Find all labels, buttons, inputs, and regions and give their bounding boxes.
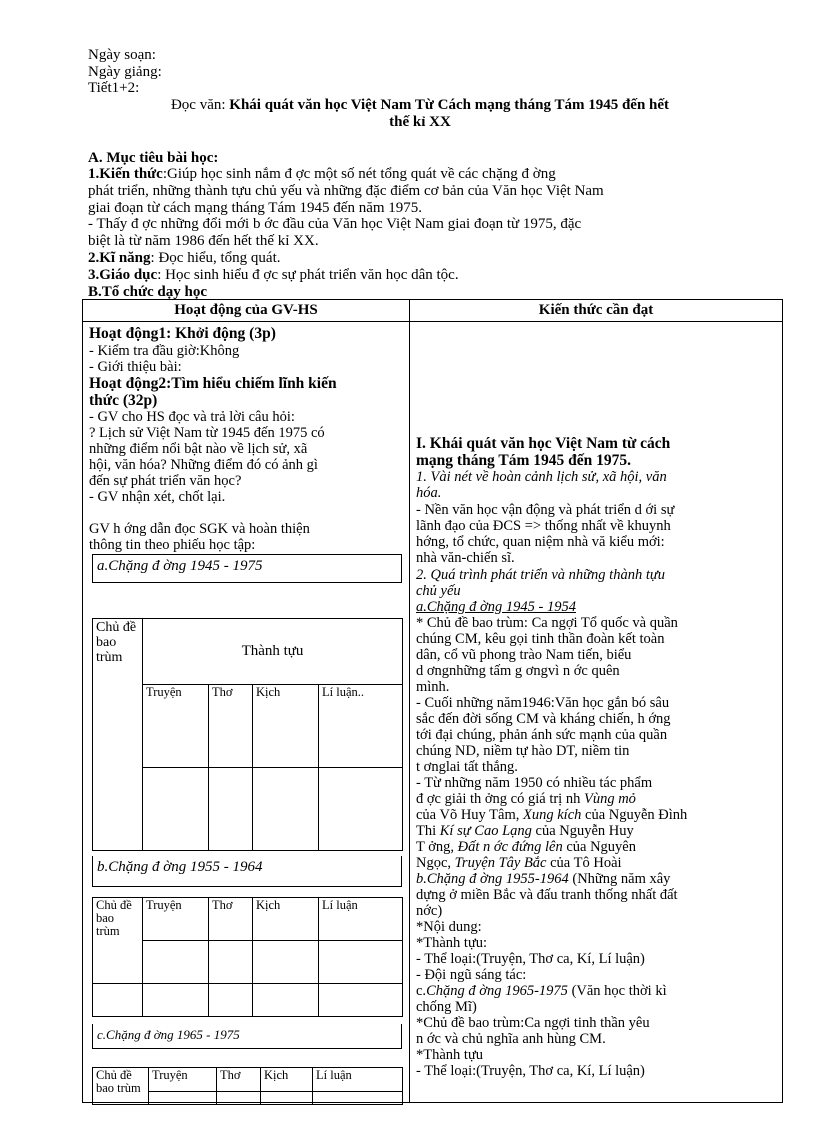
hd1-heading: Hoạt động1: Khởi động (3p) [89, 325, 276, 342]
right-line: t ơnglai tất thắng. [416, 759, 518, 775]
phieu-c-table [92, 1067, 403, 1105]
phieu-b-title: b.Chặng đ ờng 1955 - 1964 [92, 856, 402, 887]
empty-cell [253, 984, 319, 1017]
col-li-luan: Lí luận [319, 898, 403, 941]
col-tho: Thơ [217, 1068, 261, 1092]
right-line: - Nền văn học vận động và phát triển d ới sự [416, 502, 675, 518]
col-kich: Kịch [253, 685, 319, 768]
empty-cell [143, 984, 209, 1017]
left-line: hội, văn hóa? Những điểm đó có ảnh gì [89, 457, 318, 473]
chu-de-cell: Chủ đề bao trùm [93, 898, 143, 984]
left-line: những điểm nổi bật nào về lịch sử, xã [89, 441, 308, 457]
right-line: - Từ những năm 1950 có nhiều tác phẩm [416, 775, 653, 791]
kien-thuc-line4: - Thấy đ ợc những đổi mới b ớc đầu của Văn học Việt Nam giai đoạn từ 1975, đặc [88, 216, 582, 232]
hd2-heading: Hoạt động2:Tìm hiểu chiếm lĩnh kiến [89, 375, 337, 392]
chu-de-cell: Chủ đề bao trùm [93, 619, 143, 851]
right-line: *Chủ đề bao trùm:Ca ngợi tinh thần yêu [416, 1015, 650, 1031]
col-tho: Thơ [209, 685, 253, 768]
doc-van-label: Đọc văn: [170, 97, 230, 113]
empty-cell [253, 768, 319, 851]
right-line: Thi Kí sự Cao Lạng của Nguyễn Huy [416, 823, 634, 839]
section-1-heading: I. Khái quát văn học Việt Nam từ cách [416, 435, 671, 452]
empty-cell [253, 941, 319, 984]
objectives-heading: A. Mục tiêu bài học: [88, 150, 219, 166]
empty-cell [143, 941, 209, 984]
empty-cell [209, 941, 253, 984]
left-line: - Kiểm tra đầu giờ:Không [89, 343, 240, 359]
right-line: T ởng, Đất n ớc đứng lên của Nguyên [416, 839, 636, 855]
right-line: 1. Vài nét về hoàn cảnh lịch sử, xã hội, văn [416, 469, 667, 485]
col-truyen: Truyện [143, 898, 209, 941]
activities-cell [83, 322, 410, 1103]
ki-nang: 2.Kĩ năng: Đọc hiểu, tổng quát. [88, 250, 281, 266]
empty-cell [209, 768, 253, 851]
right-line: nớc) [416, 903, 443, 919]
col-kich: Kịch [261, 1068, 313, 1092]
lesson-table [82, 299, 783, 1103]
right-line: lãnh đạo của ĐCS => thống nhất về khuynh [416, 518, 671, 534]
empty-cell [93, 984, 143, 1017]
left-line: - Giới thiệu bài: [89, 359, 182, 375]
right-line: - Thể loại:(Truyện, Thơ ca, Kí, Lí luận) [416, 951, 645, 967]
kien-thuc-line1: 1.Kiến thức:Giúp học sinh nắm đ ợc một số nét tổng quát về các chặng đ ờng [88, 166, 556, 182]
col-kich: Kịch [253, 898, 319, 941]
giao-duc: 3.Giáo dục: Học sinh hiểu đ ợc sự phát triển văn học dân tộc. [88, 267, 459, 283]
col-header-knowledge: Kiến thức cần đạt [410, 300, 783, 322]
col-li-luan: Lí luận [313, 1068, 403, 1092]
left-line: - GV cho HS đọc và trả lời câu hỏi: [89, 409, 295, 425]
thanh-tuu-cell: Thành tựu [143, 619, 403, 685]
lesson-title [100, 97, 740, 113]
right-line: sắc đến đời sống CM và kháng chiến, h ớng [416, 711, 671, 727]
right-line: *Thành tựu: [416, 935, 488, 951]
left-line: thông tin theo phiếu học tập: [89, 537, 256, 553]
col-header-activities: Hoạt động của GV-HS [83, 300, 410, 322]
phieu-c-title: c.Chặng đ ờng 1965 - 1975 [92, 1024, 402, 1049]
left-line: ? Lịch sử Việt Nam từ 1945 đến 1975 có [89, 425, 325, 441]
right-line: chủ yếu [416, 583, 461, 599]
empty-cell [313, 1091, 403, 1104]
left-line: đến sự phát triển văn học? [89, 473, 242, 489]
right-line: nhà văn-chiến sĩ. [416, 550, 515, 566]
col-truyen: Truyện [143, 685, 209, 768]
right-line: - Đội ngũ sáng tác: [416, 967, 527, 983]
chang-c-heading: c.Chặng đ ờng 1965-1975 (Văn học thời kì [416, 983, 667, 999]
col-truyen: Truyện [149, 1068, 217, 1092]
empty-cell [319, 984, 403, 1017]
empty-cell [149, 1091, 217, 1104]
left-line: - GV nhận xét, chốt lại. [89, 489, 226, 505]
right-line: - Cuối những năm1946:Văn học gắn bó sâu [416, 695, 670, 711]
right-line: chúng ND, niềm tự hào DT, niềm tin [416, 743, 630, 759]
right-line: d ơngnhững tấm g ơngvì n ớc quên [416, 663, 620, 679]
right-line: chúng CM, kêu gọi tinh thần đoàn kết toàn [416, 631, 665, 647]
phieu-a-table [92, 618, 403, 851]
empty-cell [319, 768, 403, 851]
right-line: mình. [416, 679, 450, 695]
col-li-luan: Lí luận.. [319, 685, 403, 768]
right-line: *Nội dung: [416, 919, 482, 935]
hd2-heading-2: thức (32p) [89, 392, 158, 409]
ngay-giang: Ngày giảng: [88, 64, 162, 80]
title-line2: thế kỉ XX [389, 114, 451, 130]
right-line: chống Mĩ) [416, 999, 477, 1015]
right-line: Ngọc, Truyện Tây Bắc của Tô Hoài [416, 855, 622, 871]
kien-thuc-line3: giai đoạn từ cách mạng tháng Tám 1945 đến năm 1975. [88, 200, 423, 216]
knowledge-cell [410, 322, 783, 1103]
empty-cell [319, 941, 403, 984]
right-line: dựng ở miền Bắc và đấu tranh thống nhất đất [416, 887, 678, 903]
empty-cell [261, 1091, 313, 1104]
phieu-a-title: a.Chặng đ ờng 1945 - 1975 [92, 554, 402, 583]
phieu-b-table [92, 897, 403, 1017]
tiet: Tiết1+2: [88, 80, 140, 96]
kien-thuc-line2: phát triển, những thành tựu chủ yếu và những đặc điểm cơ bản của Văn học Việt Nam [88, 183, 604, 199]
right-line: hóa. [416, 485, 442, 501]
empty-cell [143, 768, 209, 851]
right-line: hớng, tổ chức, quan niệm nhà vă kiểu mới: [416, 534, 665, 550]
right-line: đ ợc giải th ởng có giá trị nh Vùng mỏ [416, 791, 636, 807]
chang-b-heading: b.Chặng đ ờng 1955-1964 (Những năm xây [416, 871, 671, 887]
empty-cell [217, 1091, 261, 1104]
ngay-soan: Ngày soạn: [88, 47, 156, 63]
right-line: *Thành tựu [416, 1047, 484, 1063]
right-line: * Chủ đề bao trùm: Ca ngợi Tổ quốc và quần [416, 615, 678, 631]
right-line: của Võ Huy Tâm, Xung kích của Nguyễn Đình [416, 807, 688, 823]
chu-de-cell: Chủ đề bao trùm [93, 1068, 149, 1105]
right-line: dân, cổ vũ phong trào Nam tiến, biểu [416, 647, 632, 663]
right-line: - Thể loại:(Truyện, Thơ ca, Kí, Lí luận) [416, 1063, 645, 1079]
left-line: GV h ớng dẫn đọc SGK và hoàn thiện [89, 521, 310, 537]
right-line: 2. Quá trình phát triển và những thành tựu [416, 567, 666, 583]
col-tho: Thơ [209, 898, 253, 941]
title-line1: Khái quát văn học Việt Nam Từ Cách mạng tháng Tám 1945 đến hết [229, 97, 670, 113]
chang-a-heading: a.Chặng đ ờng 1945 - 1954 [416, 599, 576, 615]
section-1-heading-2: mạng tháng Tám 1945 đến 1975. [416, 452, 632, 469]
right-line: n ớc và chủ nghĩa anh hùng CM. [416, 1031, 606, 1047]
kien-thuc-line5: biệt là từ năm 1986 đến hết thế kỉ XX. [88, 233, 319, 249]
empty-cell [209, 984, 253, 1017]
to-chuc-day-hoc: B.Tổ chức dạy học [88, 284, 208, 300]
right-line: tới đại chúng, phản ánh sức mạnh của quần [416, 727, 668, 743]
